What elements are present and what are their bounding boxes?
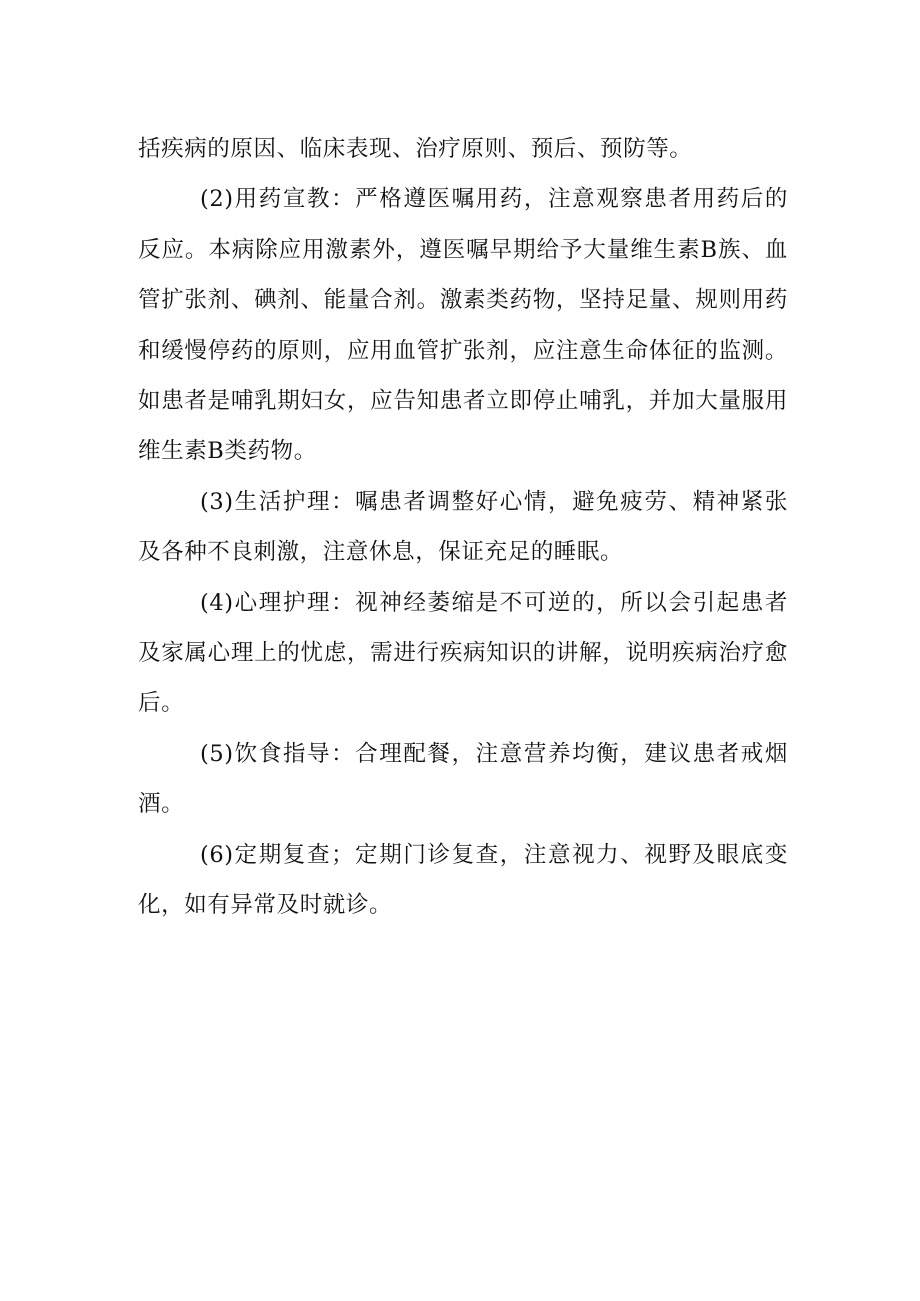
paragraph-daily-care: (3)生活护理：嘱患者调整好心情，避免疲劳、精神紧张及各种不良刺激，注意休息，保证充足的睡眠。: [138, 488, 788, 566]
paragraph-regular-checkup: (6)定期复查；定期门诊复查，注意视力、视野及眼底变化，如有异常及时就诊。: [138, 841, 788, 919]
document-body: [138, 124, 788, 931]
paragraph-diet-guidance: (5)饮食指导：合理配餐，注意营养均衡，建议患者戒烟酒。: [138, 740, 788, 818]
paragraph-psychological-care: (4)心理护理：视神经萎缩是不可逆的，所以会引起患者及家属心理上的忧虑，需进行疾病知识的讲解，说明疾病治疗愈后。: [138, 589, 788, 717]
paragraph-continuation: 括疾病的原因、临床表现、治疗原则、预后、预防等。: [138, 136, 693, 162]
paragraph-medication-education: (2)用药宣教：严格遵医嘱用药，注意观察患者用药后的反应。本病除应用激素外，遵医嘱早期给予大量维生素B族、血管扩张剂、碘剂、能量合剂。激素类药物，坚持足量、规则用药和缓慢停药的原则，应用血管扩张剂，应注意生命体征的监测。如患者是哺乳期妇女，应告知患者立即停止哺乳，并加大量服用维生素B类药物。: [138, 186, 788, 465]
